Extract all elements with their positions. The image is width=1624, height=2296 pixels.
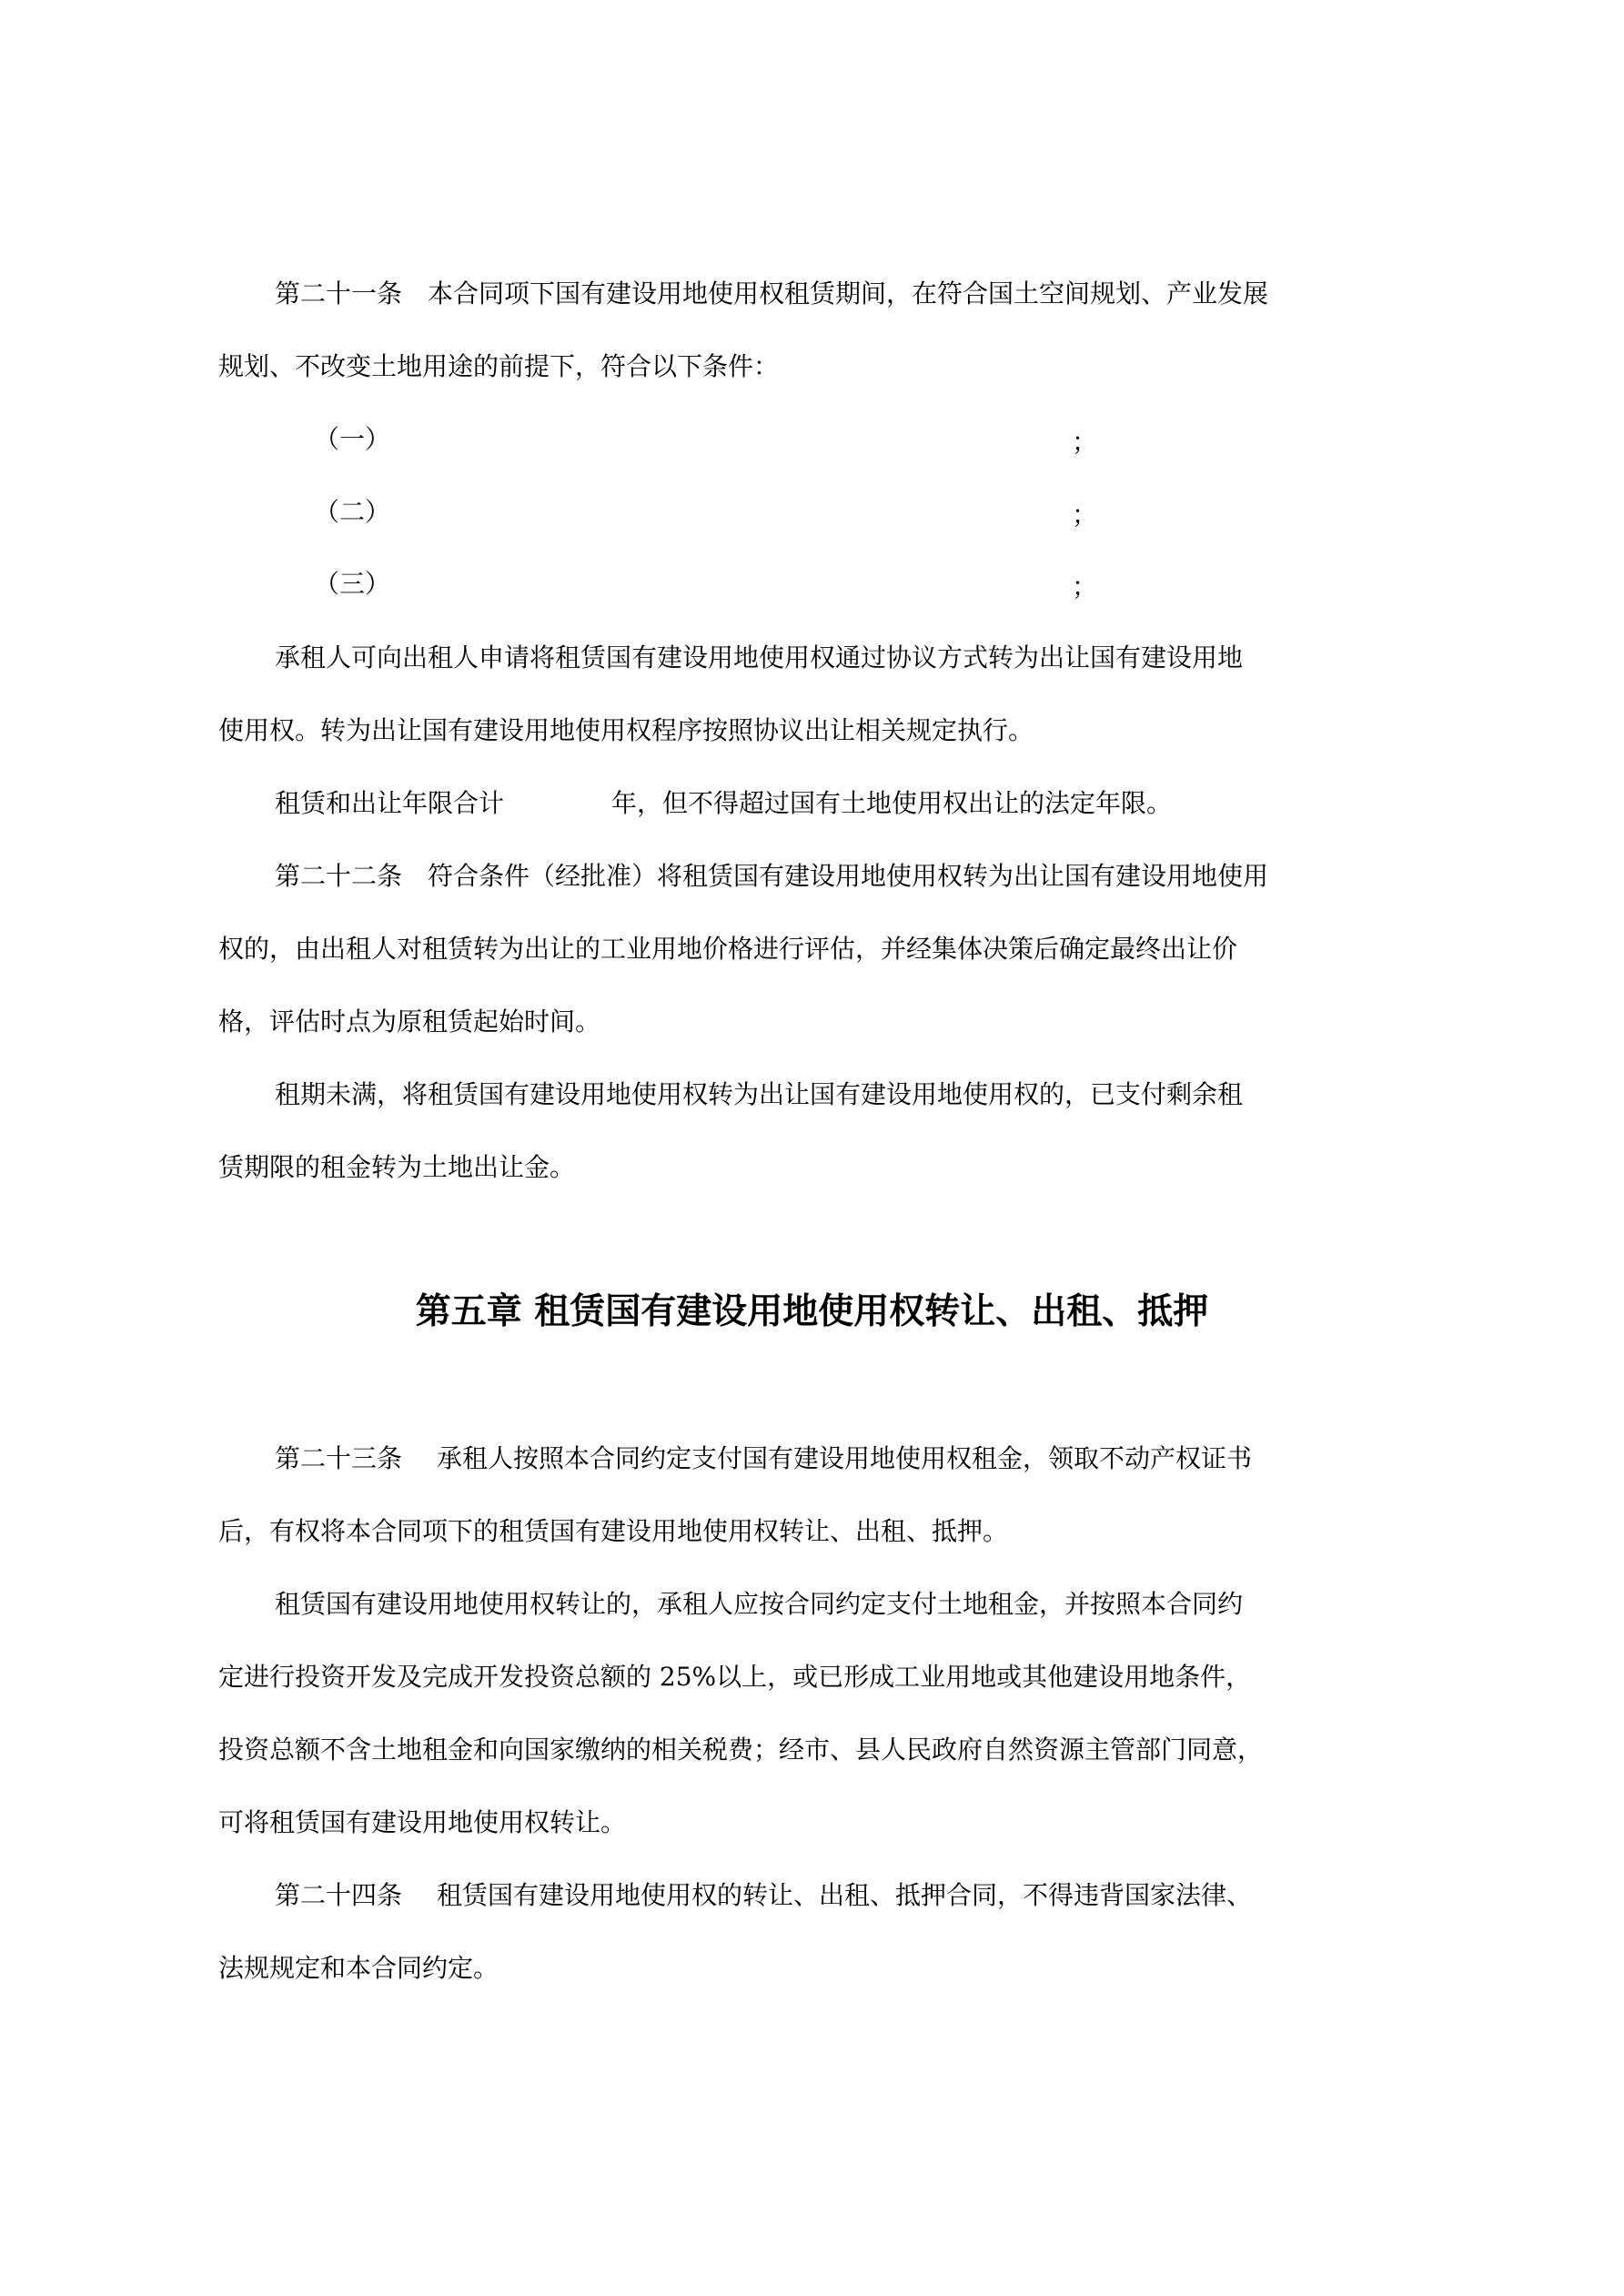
article-23-line-1	[275, 1441, 1252, 1477]
article-22-line-1	[275, 858, 1268, 895]
article-22-line-2: 权的，由出租人对租赁转为出让的工业用地价格进行评估，并经集体决策后确定最终出让价	[218, 934, 1238, 964]
article-24-line-2: 法规规定和本合同约定。	[218, 1953, 499, 1983]
article-22-line-3: 格，评估时点为原租赁起始时间。	[218, 1006, 601, 1037]
article-21-para-2-line-2: 使用权。转为出让国有建设用地使用权程序按照协议出让相关规定执行。	[218, 715, 1034, 745]
years-suffix: 年，但不得超过国有土地使用权出让的法定年限。	[611, 788, 1173, 818]
condition-1-terminator: ；	[1072, 427, 1098, 457]
chapter-5-title: 第五章 租赁国有建设用地使用权转让、出租、抵押	[415, 1291, 1209, 1332]
article-21-para-2-line-1: 承租人可向出租人申请将租赁国有建设用地使用权通过协议方式转为出让国有建设用地	[275, 642, 1244, 673]
article-24-number: 第二十四条	[275, 1880, 403, 1910]
article-22-number: 第二十二条	[275, 861, 403, 891]
condition-1-label: （一）	[314, 424, 391, 454]
condition-2-terminator: ；	[1072, 500, 1098, 530]
article-23-line-2: 后，有权将本合同项下的租赁国有建设用地使用权转让、出租、抵押。	[218, 1516, 1009, 1546]
article-23-number: 第二十三条	[275, 1443, 403, 1473]
article-21-line-2: 规划、不改变土地用途的前提下，符合以下条件：	[218, 351, 780, 381]
article-23-para-2-line-2: 定进行投资开发及完成开发投资总额的 25%以上，或已形成工业用地或其他建设用地条件，	[218, 1662, 1252, 1692]
article-23-para-2-line-3: 投资总额不含土地租金和向国家缴纳的相关税费；经市、县人民政府自然资源主管部门同意，	[218, 1735, 1264, 1765]
years-prefix: 租赁和出让年限合计	[275, 788, 505, 818]
article-24-line-1	[275, 1877, 1252, 1914]
article-22-para-2-line-1: 租期未满，将租赁国有建设用地使用权转为出让国有建设用地使用权的，已支付剩余租	[275, 1079, 1244, 1109]
article-23-text: 承租人按照本合同约定支付国有建设用地使用权租金，领取不动产权证书	[437, 1443, 1253, 1473]
condition-3-label: （三）	[314, 569, 391, 599]
article-21-line-1	[275, 276, 1268, 312]
article-21-text: 本合同项下国有建设用地使用权租赁期间，在符合国土空间规划、产业发展	[428, 278, 1269, 308]
condition-2-label: （二）	[314, 497, 391, 527]
article-24-text: 租赁国有建设用地使用权的转让、出租、抵押合同，不得违背国家法律、	[437, 1880, 1253, 1910]
article-21-years-line	[275, 785, 1172, 822]
article-23-para-2-line-1: 租赁国有建设用地使用权转让的，承租人应按合同约定支付土地租金，并按照本合同约	[275, 1589, 1244, 1619]
condition-3-terminator: ；	[1072, 571, 1098, 602]
article-22-para-2-line-2: 赁期限的租金转为土地出让金。	[218, 1152, 576, 1182]
article-22-text: 符合条件（经批准）将租赁国有建设用地使用权转为出让国有建设用地使用	[428, 861, 1269, 891]
article-21-number: 第二十一条	[275, 278, 403, 308]
article-23-para-2-line-4: 可将租赁国有建设用地使用权转让。	[218, 1807, 627, 1837]
